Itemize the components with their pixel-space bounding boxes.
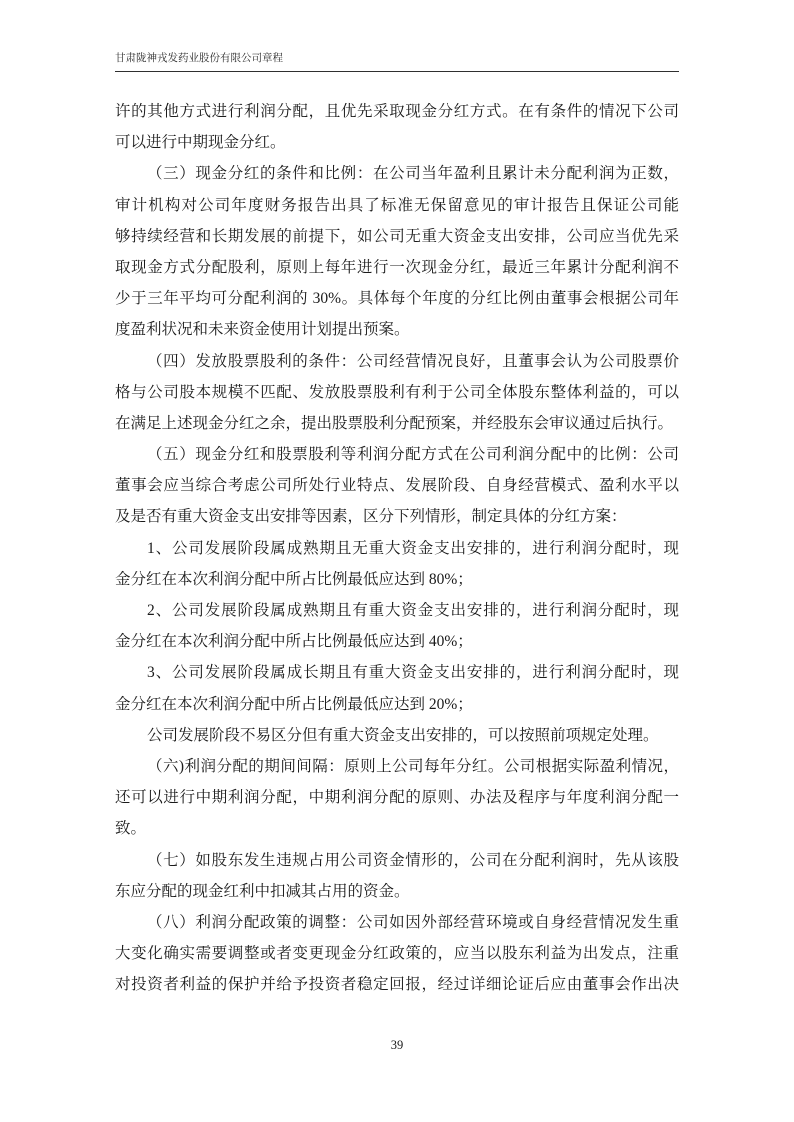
- text-line: 金分红在本次利润分配中所占比例最低应达到 40%；: [115, 633, 473, 651]
- text-line: 对投资者利益的保护并给予投资者稳定回报，经过详细论证后应由董事会作出决: [115, 976, 679, 994]
- text-line: 董事会应当综合考虑公司所处行业特点、发展阶段、自身经营模式、盈利水平以: [115, 477, 679, 495]
- text-line: 东应分配的现金红利中扣减其占用的资金。: [115, 882, 410, 900]
- page-footer: [0, 1038, 794, 1053]
- text-line: （四）发放股票股利的条件：公司经营情况良好，且董事会认为公司股票价: [147, 352, 679, 370]
- header-document-title: 甘肃陇神戎发药业股份有限公司章程: [115, 53, 283, 64]
- text-line: 许的其他方式进行利润分配，且优先采取现金分红方式。在有条件的情况下公司: [115, 103, 679, 120]
- text-line: （三）现金分红的条件和比例：在公司当年盈利且累计未分配利润为正数，: [147, 165, 679, 183]
- text-line: 金分红在本次利润分配中所占比例最低应达到 80%；: [115, 570, 473, 588]
- text-line: （八）利润分配政策的调整：公司如因外部经营环境或自身经营情况发生重: [147, 913, 679, 931]
- text-line: （六)利润分配的期间间隔：原则上公司每年分红。公司根据实际盈利情况，: [147, 757, 679, 775]
- text-line: 取现金方式分配股利，原则上每年进行一次现金分红，最近三年累计分配利润不: [115, 258, 679, 276]
- text-line: 1、公司发展阶段属成熟期且无重大资金支出安排的，进行利润分配时，现: [147, 539, 679, 557]
- header-rule: [115, 71, 679, 72]
- text-line: 少于三年平均可分配利润的 30%。具体每个年度的分红比例由董事会根据公司年: [115, 290, 679, 308]
- text-line: 还可以进行中期利润分配，中期利润分配的原则、办法及程序与年度利润分配一: [115, 789, 679, 807]
- text-line: 及是否有重大资金支出安排等因素，区分下列情形，制定具体的分红方案：: [115, 508, 627, 526]
- text-line: 大变化确实需要调整或者变更现金分红政策的，应当以股东利益为出发点，注重: [115, 945, 679, 963]
- text-line: 金分红在本次利润分配中所占比例最低应达到 20%；: [115, 695, 473, 713]
- page-number: 39: [390, 1038, 404, 1052]
- text-line: （五）现金分红和股票股利等利润分配方式在公司利润分配中的比例：公司: [147, 446, 679, 464]
- text-line: 审计机构对公司年度财务报告出具了标准无保留意见的审计报告且保证公司能: [115, 196, 679, 214]
- text-line: 够持续经营和长期发展的前提下，如公司无重大资金支出安排，公司应当优先采: [115, 227, 679, 245]
- text-line: 可以进行中期现金分红。: [115, 134, 286, 152]
- text-line: （七）如股东发生违规占用公司资金情形的，公司在分配利润时，先从该股: [147, 851, 679, 869]
- document-body: [115, 96, 679, 1000]
- text-line: 度盈利状况和未来资金使用计划提出预案。: [115, 321, 410, 339]
- text-line: 格与公司股本规模不匹配、发放股票股利有利于公司全体股东整体利益的，可以: [115, 383, 679, 401]
- text-line: 3、公司发展阶段属成长期且有重大资金支出安排的，进行利润分配时，现: [147, 664, 679, 682]
- text-line: 公司发展阶段不易区分但有重大资金支出安排的，可以按照前项规定处理。: [147, 726, 659, 744]
- text-line: 2、公司发展阶段属成熟期且有重大资金支出安排的，进行利润分配时，现: [147, 602, 679, 619]
- text-line: 致。: [115, 820, 147, 838]
- text-line: 在满足上述现金分红之余，提出股票股利分配预案，并经股东会审议通过后执行。: [115, 414, 674, 432]
